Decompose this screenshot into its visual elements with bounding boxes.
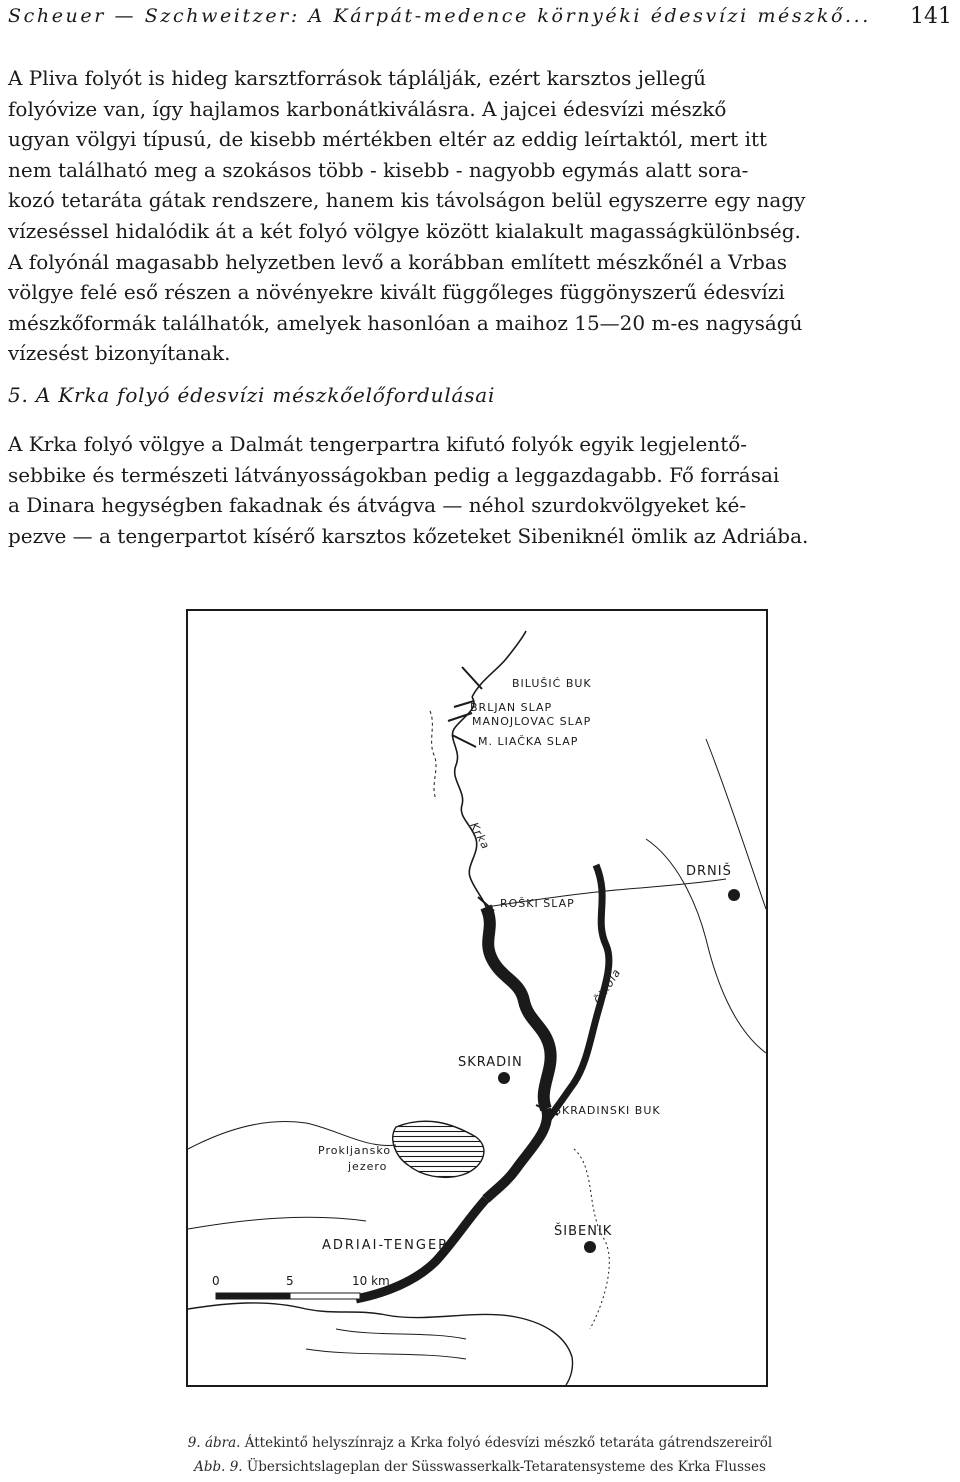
border-line xyxy=(706,739,766,909)
text-line: A Pliva folyót is hideg karsztforrások táplálják, ezért karsztos jellegű xyxy=(8,66,707,90)
running-head xyxy=(8,3,952,39)
scale-tick-0: 0 xyxy=(212,1274,220,1288)
krka-lower-outline xyxy=(486,1109,547,1199)
label-cikola-river: Čikola xyxy=(591,966,624,1007)
sea-line xyxy=(336,1329,466,1339)
text-line: folyóvize van, így hajlamos karbonátkiválásra. A jajcei édesvízi mészkő xyxy=(8,96,727,121)
scale-tick-10: 10 km xyxy=(352,1274,390,1288)
caption-text: Übersichtslageplan der Süsswasserkalk-Tetaratensysteme des Krka Flusses xyxy=(246,1459,766,1475)
label-manojlovac-slap: MANOJLOVAC SLAP xyxy=(472,715,592,728)
label-bilusic-buk: BILUŠIĆ BUK xyxy=(512,677,592,690)
text-line: sebbike és természeti látványosságokban pedig a leggazdagabb. Fő forrásai xyxy=(8,462,780,487)
label-sibenik: ŠIBENIK xyxy=(554,1224,613,1239)
label-skradin: SKRADIN xyxy=(458,1055,523,1070)
waterfall-marker-manojlovac xyxy=(448,713,472,721)
text-line: ugyan völgyi típusú, de kisebb mértékben eltér az eddig leírtaktól, mert itt xyxy=(8,127,768,152)
waterfall-marker-bilusic xyxy=(462,667,482,689)
text-line: A Krka folyó völgye a Dalmát tengerpartra kifutó folyók egyik legjelentő- xyxy=(8,432,748,456)
text-line: nem található meg a szokásos több - kisebb - nagyobb egymás alatt sora- xyxy=(8,157,749,182)
label-m-liacka-slap: M. LIAČKA SLAP xyxy=(478,735,579,748)
krka-river-upper xyxy=(452,697,486,907)
text-line: a Dinara hegységben fakadnak és átvágva — néhol szurdokvölgyeket ké- xyxy=(8,493,747,518)
krka-map-figure xyxy=(186,609,768,1387)
figure-caption-german xyxy=(0,1459,960,1475)
coastline xyxy=(188,1303,573,1385)
label-krka-river: Krka xyxy=(467,820,493,852)
town-dot-skradin xyxy=(498,1072,510,1084)
label-adriai-tenger: ADRIAI-TENGER xyxy=(322,1238,450,1253)
label-roski-slap: ROŠKI SLAP xyxy=(500,897,575,910)
town-dot-sibenik xyxy=(584,1241,596,1253)
scale-tick-5: 5 xyxy=(286,1274,294,1288)
figure-caption-hungarian xyxy=(0,1435,960,1451)
section-heading: 5. A Krka folyó édesvízi mészkőelőfordulásai xyxy=(8,383,496,407)
caption-number: Abb. 9. xyxy=(194,1459,243,1475)
text-line: völgye felé eső részen a növényekre kivált függőleges függönyszerű édesvízi xyxy=(8,280,785,305)
text-line: A folyónál magasabb helyzetben levő a korábban említett mészkőnél a Vrbas xyxy=(8,249,788,274)
caption-text: Áttekintő helyszínrajz a Krka folyó édesvízi mészkő tetaráta gátrendszereiről xyxy=(244,1435,773,1451)
scale-segment-white xyxy=(290,1293,360,1299)
text-line: kozó tetaráta gátak rendszere, hanem kis távolságon belül egyszerre egy nagy xyxy=(8,188,806,213)
label-skradinski-buk: SKRADINSKI BUK xyxy=(554,1104,661,1117)
running-title: Scheuer — Szchweitzer: A Kárpát-medence környéki édesvízi mészkő... xyxy=(8,5,871,27)
scale-segment-black xyxy=(216,1293,290,1299)
text-line: vízeséssel hidalódik át a két folyó völgye között kialakult magasságkülönbség. xyxy=(8,218,801,243)
sea-line xyxy=(306,1349,466,1359)
road-line xyxy=(188,1217,366,1229)
caption-number: 9. ábra. xyxy=(187,1435,241,1451)
label-prokljansko: Prokljansko xyxy=(318,1144,392,1157)
text-line: pezve — a tengerpartot kísérő karsztos kőzeteket Sibeniknél ömlik az Adriába. xyxy=(8,523,809,548)
text-line: vízesést bizonyítanak. xyxy=(8,341,231,366)
krka-hatched-outline xyxy=(486,907,551,1109)
label-brljan-slap: BRLJAN SLAP xyxy=(470,701,553,714)
krka-map xyxy=(186,609,768,1387)
paragraph-krka xyxy=(8,429,954,551)
text-line: mészkőformák találhatók, amelyek hasonlóan a maihoz 15—20 m-es nagyságú xyxy=(8,310,803,335)
prokljansko-lake xyxy=(393,1121,484,1177)
tributary-line xyxy=(430,711,436,799)
label-jezero: jezero xyxy=(348,1160,388,1173)
region-border xyxy=(574,1149,609,1329)
label-drnis: DRNIŠ xyxy=(686,864,732,879)
page-number: 141 xyxy=(910,4,952,29)
town-dot-drnis xyxy=(728,889,740,901)
paragraph-pliva xyxy=(8,63,954,369)
